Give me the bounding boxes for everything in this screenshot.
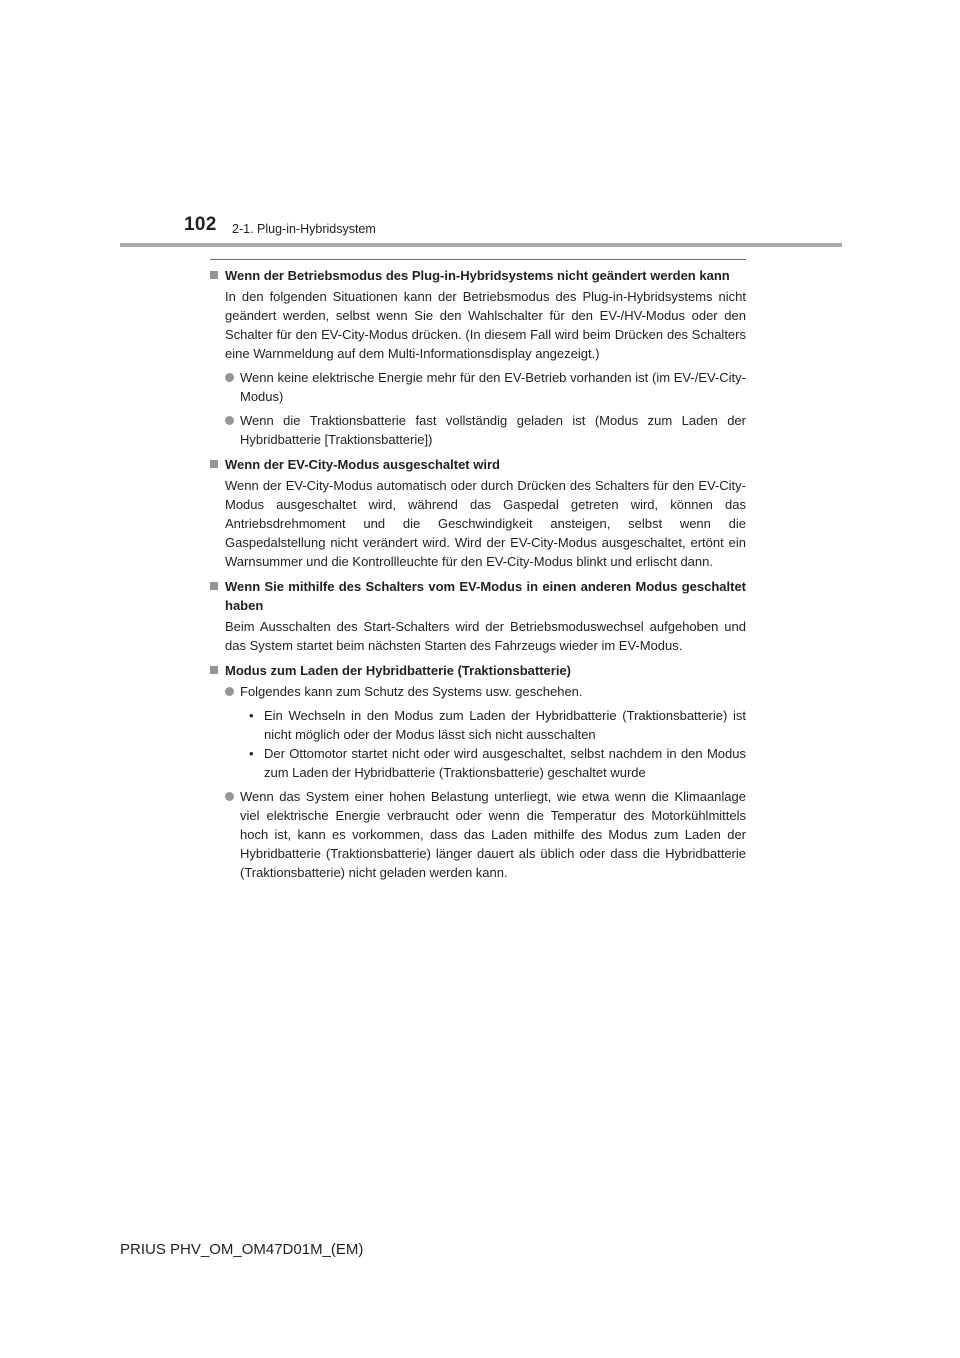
circle-bullet-icon (225, 792, 234, 801)
sub-list-item-text: Ein Wechseln in den Modus zum Laden der Hybridbatterie (Traktionsbatterie) ist nicht möglich oder der Modus lässt sich nicht ausschalten (264, 708, 746, 742)
section-heading (210, 661, 746, 680)
dot-bullet-icon: • (249, 708, 254, 723)
square-bullet-icon (210, 582, 218, 590)
page-number: 102 (184, 214, 217, 235)
circle-bullet-icon (225, 373, 234, 382)
section-paragraph: Wenn der EV-City-Modus automatisch oder durch Drücken des Schalters für den EV-City-Modus ausgeschaltet wird, während das Gaspedal getreten wird, können das Antriebsdrehmoment und die Geschwindigkeit ansteigen, selbst wenn die Gaspedalstellung nicht verändert wird. Wird der EV-City-Modus ausgeschaltet, ertönt ein Warnsummer und die Kontrollleuchte für den EV-City-Modus blinkt und erlischt dann. (225, 478, 746, 569)
circle-bullet-icon (225, 687, 234, 696)
document-id: PRIUS PHV_OM_OM47D01M_(EM) (120, 1241, 364, 1258)
square-bullet-icon (210, 460, 218, 468)
heading-text: Modus zum Laden der Hybridbatterie (Traktionsbatterie) (225, 663, 571, 678)
list-item-text: Wenn das System einer hohen Belastung unterliegt, wie etwa wenn die Klimaanlage viel elektrische Energie verbraucht oder wenn die Temperatur des Motorkühlmittels hoch ist, kann es vorkommen, dass das Laden mithilfe des Modus zum Laden der Hybridbatterie (Traktionsbatterie) länger dauert als üblich oder dass die Hybridbatterie (Traktionsbatterie) nicht geladen werden kann. (240, 789, 746, 880)
section-title: 2-1. Plug-in-Hybridsystem (232, 222, 376, 236)
section-charge-mode (210, 661, 746, 882)
list-item (225, 682, 746, 701)
section-paragraph: In den folgenden Situationen kann der Betriebsmodus des Plug-in-Hybridsystems nicht geändert werden, selbst wenn Sie den Wahlschalter für den EV-/HV-Modus oder den Schalter für den EV-City-Modus drücken. (In diesem Fall wird beim Drücken des Schalters eine Warnmeldung auf dem Multi-Informationsdisplay angezeigt.) (225, 289, 746, 361)
dot-bullet-icon: • (249, 746, 254, 761)
section-heading (210, 455, 746, 474)
square-bullet-icon (210, 666, 218, 674)
square-bullet-icon (210, 271, 218, 279)
section-betriebsmodus (210, 266, 746, 449)
list-item-text: Wenn die Traktionsbatterie fast vollständig geladen ist (Modus zum Laden der Hybridbatterie [Traktionsbatterie]) (240, 413, 746, 447)
content-divider (210, 259, 746, 260)
list-item (225, 787, 746, 882)
sub-list-item-text: Der Ottomotor startet nicht oder wird ausgeschaltet, selbst nachdem in den Modus zum Laden der Hybridbatterie (Traktionsbatterie) geschaltet wurde (264, 746, 746, 780)
list-item (225, 411, 746, 449)
heading-text: Wenn der Betriebsmodus des Plug-in-Hybridsystems nicht geändert werden kann (225, 268, 730, 283)
section-ev-city-off (210, 455, 746, 571)
sub-list-item (248, 744, 746, 782)
section-paragraph: Beim Ausschalten des Start-Schalters wird der Betriebsmoduswechsel aufgehoben und das System startet beim nächsten Starten des Fahrzeugs wieder im EV-Modus. (225, 619, 746, 653)
section-heading (210, 577, 746, 615)
heading-text: Wenn der EV-City-Modus ausgeschaltet wird (225, 457, 500, 472)
section-heading (210, 266, 746, 285)
heading-text: Wenn Sie mithilfe des Schalters vom EV-Modus in einen anderen Modus geschaltet haben (225, 579, 746, 613)
list-item-text: Folgendes kann zum Schutz des Systems usw. geschehen. (240, 684, 583, 699)
header-divider (120, 243, 842, 247)
sub-list-item (248, 706, 746, 744)
circle-bullet-icon (225, 416, 234, 425)
list-item (225, 368, 746, 406)
list-item-text: Wenn keine elektrische Energie mehr für den EV-Betrieb vorhanden ist (im EV-/EV-City-Modus) (240, 370, 746, 404)
page-content (210, 266, 746, 888)
section-mode-switch (210, 577, 746, 655)
